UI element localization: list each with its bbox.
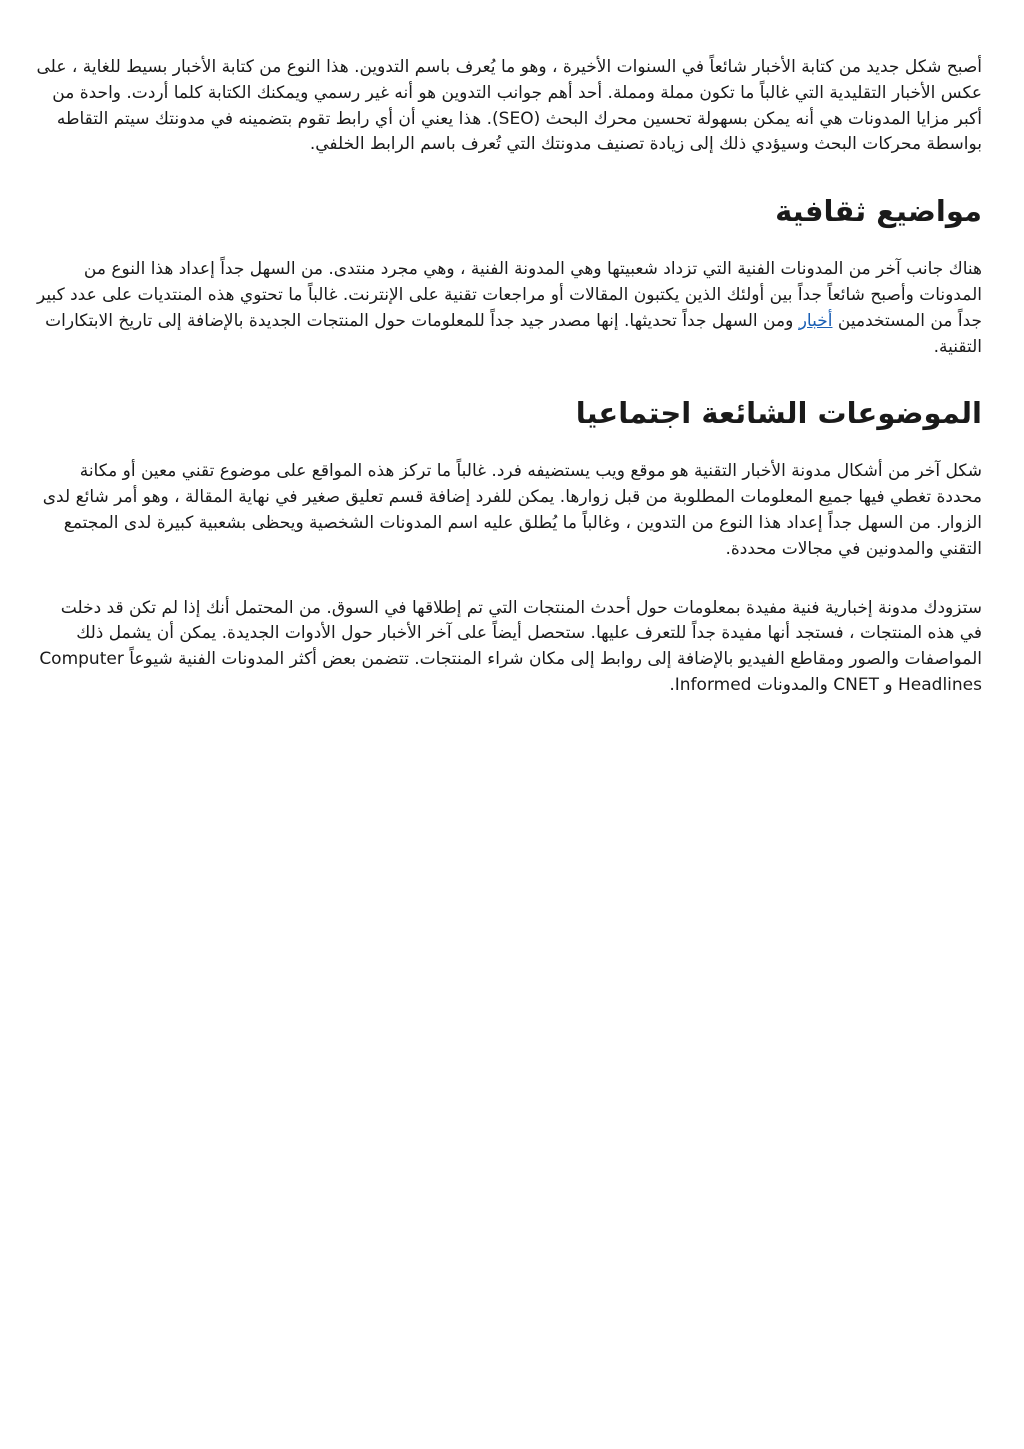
section-heading-social-topics: الموضوعات الشائعة اجتماعيا [575,396,982,431]
article-body [0,0,1024,699]
personal-blogs-paragraph: شكل آخر من أشكال مدونة الأخبار التقنية هو موقع ويب يستضيفه فرد. غالباً ما تركز هذه المواقع على موضوع تقني معين أو مكانة محددة تغطي فيها جميع المعلومات المطلوبة من قبل زوارها. يمكن للفرد إضافة قسم تعليق صغير في نهاية المقالة ، وهو أمر شائع لدى الزوار. من السهل جداً إعداد هذا النوع من التدوين ، وغالباً ما يُطلق عليه اسم المدونات الشخصية ويحظى بشعبية كبيرة لدى المجتمع التقني والمدونين في مجالات محددة. [42,461,982,559]
section-heading-cultural-topics: مواضيع ثقافية [775,194,982,229]
tech-news-blog-paragraph: ستزودك مدونة إخبارية فنية مفيدة بمعلومات حول أحدث المنتجات التي تم إطلاقها في السوق. من المحتمل أنك إذا لم تكن قد دخلت في هذه المنتجات ، فستجد أنها مفيدة جداً للتعرف عليها. ستحصل أيضاً على آخر الأخبار حول الأدوات الجديدة. يمكن أن يشمل ذلك المواصفات والصور ومقاطع الفيديو بالإضافة إلى روابط إلى مكان شراء المنتجات. تتضمن بعض أكثر المدونات الفنية شيوعاً Computer Headlines و CNET والمدونات Informed. [39,597,982,695]
forum-paragraph-text-start: هناك جانب آخر من المدونات الفنية التي تزداد شعبيتها وهي المدونة الفنية ، وهي مجرد منتدى. من السهل جداً إعداد هذا النوع من المدونات وأصبح شائعاً جداً بين أولئك الذين يكتبون المقالات أو مراجعات تقنية على الإنترنت. غالباً ما تحتوي هذه المنتديات على عدد كبير جداً من المستخدمين [36,259,982,331]
news-link[interactable]: أخبار [798,310,833,331]
forum-blogs-paragraph [34,257,982,360]
forum-paragraph-text-end: ومن السهل جداً تحديثها. إنها مصدر جيد جداً للمعلومات حول المنتجات الجديدة بالإضافة إلى تاريخ الابتكارات التقنية. [45,310,982,357]
intro-paragraph: أصبح شكل جديد من كتابة الأخبار شائعاً في السنوات الأخيرة ، وهو ما يُعرف باسم التدوين. هذا النوع من كتابة الأخبار بسيط للغاية ، على عكس الأخبار التقليدية التي غالباً ما تكون مملة ومملة. أحد أهم جوانب التدوين هو أنه غير رسمي ويمكنك الكتابة كلما أردت. واحدة من أكبر مزايا المدونات هي أنه يمكن بسهولة تحسين محرك البحث (SEO). هذا يعني أن أي رابط تقوم بتضمينه في مدونتك سيتم التقاطه بواسطة محركات البحث وسيؤدي ذلك إلى زيادة تصنيف مدونتك التي تُعرف باسم الرابط الخلفي. [36,57,982,155]
